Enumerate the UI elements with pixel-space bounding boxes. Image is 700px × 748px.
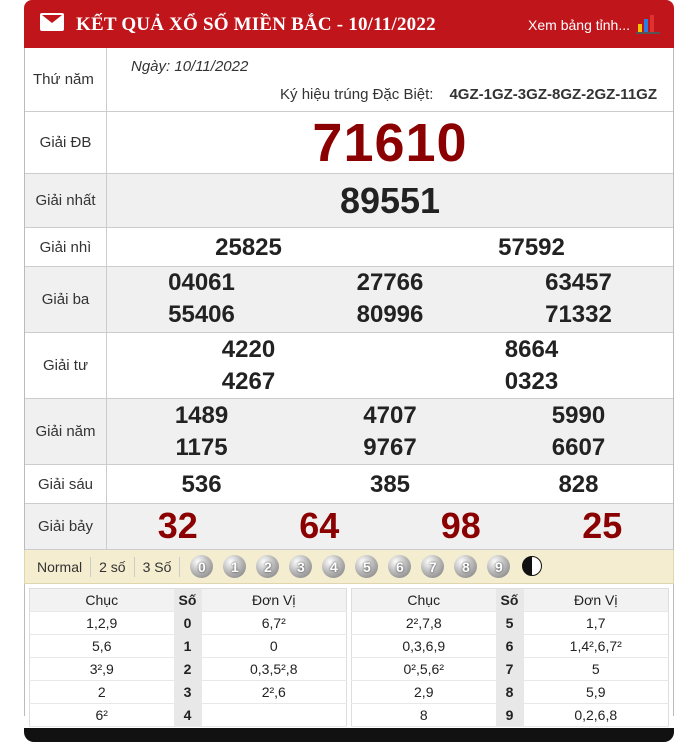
prize-row-db <box>25 112 673 174</box>
digit-ball-4[interactable]: 4 <box>322 555 345 578</box>
loto-so-cell: 1 <box>174 635 202 658</box>
column-header-so: Số <box>496 589 524 612</box>
loto-chuc-cell: 1,2,9 <box>30 612 174 635</box>
loto-so-cell: 9 <box>496 704 524 727</box>
prize-number: 1489 <box>174 402 229 429</box>
loto-row <box>30 612 347 635</box>
loto-right-body <box>352 612 669 727</box>
prize-number: 6607 <box>551 434 606 461</box>
prize-row-nhat <box>25 174 673 228</box>
prize-number: 89551 <box>339 180 441 221</box>
loto-tables <box>24 584 674 723</box>
prize-number: 5990 <box>551 402 606 429</box>
prize-number: 71332 <box>545 301 612 328</box>
prize-number: 32 <box>157 505 198 546</box>
loto-so-cell: 8 <box>496 681 524 704</box>
column-header-chuc: Chục <box>30 589 174 612</box>
loto-donvi-cell: 5,9 <box>524 681 669 704</box>
results-panel <box>24 0 674 742</box>
loto-chuc-cell: 2²,7,8 <box>352 612 496 635</box>
prize-number: 55406 <box>168 301 235 328</box>
filter-3-digits[interactable]: 3 Số <box>135 557 181 577</box>
loto-so-cell: 5 <box>496 612 524 635</box>
prize-label: Giải ba <box>25 267 107 332</box>
weekday-label: Thứ năm <box>25 48 107 111</box>
results-header <box>24 0 674 48</box>
loto-row <box>30 704 347 727</box>
loto-chuc-cell: 0²,5,6² <box>352 658 496 681</box>
loto-donvi-cell: 5 <box>524 658 669 681</box>
column-header-so: Số <box>174 589 202 612</box>
digit-ball-5[interactable]: 5 <box>355 555 378 578</box>
loto-table-left <box>29 588 347 727</box>
special-code-label: Ký hiệu trúng Đặc Biệt: <box>280 86 434 103</box>
loto-row <box>352 704 669 727</box>
prize-row-nhi <box>25 228 673 267</box>
prize-number: 4707 <box>363 402 417 429</box>
prize-row-ba <box>25 267 673 333</box>
prize-number: 27766 <box>356 269 424 296</box>
special-code-value: 4GZ-1GZ-3GZ-8GZ-2GZ-11GZ <box>449 86 657 103</box>
loto-row <box>352 635 669 658</box>
digit-ball-3[interactable]: 3 <box>289 555 312 578</box>
display-filter-bar <box>24 550 674 584</box>
results-title: KẾT QUẢ XỔ SỐ MIỀN BẮC - 10/11/2022 <box>76 14 436 35</box>
digit-ball-7[interactable]: 7 <box>421 555 444 578</box>
loto-row <box>30 635 347 658</box>
loto-row <box>30 658 347 681</box>
filter-normal[interactable]: Normal <box>35 557 91 577</box>
digit-ball-0[interactable]: 0 <box>190 555 213 578</box>
prize-number: 4220 <box>221 336 276 363</box>
digit-ball-6[interactable]: 6 <box>388 555 411 578</box>
prize-row-tu <box>25 333 673 399</box>
prize-number: 0323 <box>504 368 559 395</box>
prize-label: Giải sáu <box>25 465 107 503</box>
prize-number: 71610 <box>312 113 468 173</box>
prize-number: 1175 <box>175 434 228 461</box>
prize-number: 64 <box>299 505 340 546</box>
loto-donvi-cell: 6,7² <box>202 612 347 635</box>
prize-number: 25 <box>582 505 623 546</box>
loto-so-cell: 3 <box>174 681 202 704</box>
digit-highlight-buttons <box>190 555 542 578</box>
column-header-donvi: Đơn Vị <box>202 589 347 612</box>
loto-row <box>30 681 347 704</box>
prize-number: 80996 <box>356 301 424 328</box>
envelope-icon <box>40 13 64 31</box>
prize-number: 4267 <box>221 368 276 395</box>
digit-ball-2[interactable]: 2 <box>256 555 279 578</box>
prize-number: 385 <box>369 471 411 498</box>
loto-donvi-cell <box>202 704 347 727</box>
prize-number: 04061 <box>168 269 235 296</box>
special-code <box>280 86 657 103</box>
prize-number: 63457 <box>545 269 612 296</box>
prize-number: 828 <box>558 471 599 498</box>
digit-ball-1[interactable]: 1 <box>223 555 246 578</box>
prize-row-sau <box>25 465 673 504</box>
loto-so-cell: 0 <box>174 612 202 635</box>
loto-chuc-cell: 2,9 <box>352 681 496 704</box>
prize-row-bay <box>25 504 673 550</box>
info-row <box>25 48 673 112</box>
loto-chuc-cell: 6² <box>30 704 174 727</box>
filter-2-digits[interactable]: 2 số <box>91 557 134 577</box>
loto-chuc-cell: 0,3,6,9 <box>352 635 496 658</box>
prize-number: 25825 <box>215 234 282 261</box>
prize-label: Giải năm <box>25 399 107 464</box>
view-province-table-link[interactable]: Xem bảng tỉnh... <box>528 17 630 33</box>
draw-date: Ngày: 10/11/2022 <box>131 58 249 75</box>
loto-donvi-cell: 0,3,5²,8 <box>202 658 347 681</box>
loto-chuc-cell: 5,6 <box>30 635 174 658</box>
loto-row <box>352 612 669 635</box>
bar-chart-icon[interactable] <box>636 12 660 34</box>
prize-label: Giải nhất <box>25 174 107 227</box>
prize-number: 57592 <box>498 234 565 261</box>
loto-donvi-cell: 1,7 <box>524 612 669 635</box>
panel-footer <box>24 728 674 742</box>
loto-chuc-cell: 8 <box>352 704 496 727</box>
loto-so-cell: 6 <box>496 635 524 658</box>
prize-label: Giải tư <box>25 333 107 398</box>
loto-chuc-cell: 2 <box>30 681 174 704</box>
digit-ball-8[interactable]: 8 <box>454 555 477 578</box>
prize-number: 536 <box>181 471 222 498</box>
loto-donvi-cell: 2²,6 <box>202 681 347 704</box>
prize-label: Giải nhì <box>25 228 107 266</box>
loto-donvi-cell: 0 <box>202 635 347 658</box>
column-header-chuc: Chục <box>352 589 496 612</box>
prize-row-nam <box>25 399 673 465</box>
loto-row <box>352 681 669 704</box>
loto-table-right <box>351 588 669 727</box>
prize-number: 8664 <box>504 336 559 363</box>
loto-donvi-cell: 0,2,6,8 <box>524 704 669 727</box>
loto-row <box>352 658 669 681</box>
yin-yang-icon[interactable] <box>522 556 542 576</box>
loto-so-cell: 7 <box>496 658 524 681</box>
prize-number: 9767 <box>363 434 417 461</box>
loto-so-cell: 2 <box>174 658 202 681</box>
loto-donvi-cell: 1,4²,6,7² <box>524 635 669 658</box>
prize-table <box>24 48 674 550</box>
prize-label: Giải bảy <box>25 504 107 549</box>
column-header-donvi: Đơn Vị <box>524 589 669 612</box>
loto-chuc-cell: 3²,9 <box>30 658 174 681</box>
prize-label: Giải ĐB <box>25 112 107 173</box>
prize-number: 98 <box>440 505 481 546</box>
loto-so-cell: 4 <box>174 704 202 727</box>
loto-left-body <box>30 612 347 727</box>
digit-ball-9[interactable]: 9 <box>487 555 510 578</box>
